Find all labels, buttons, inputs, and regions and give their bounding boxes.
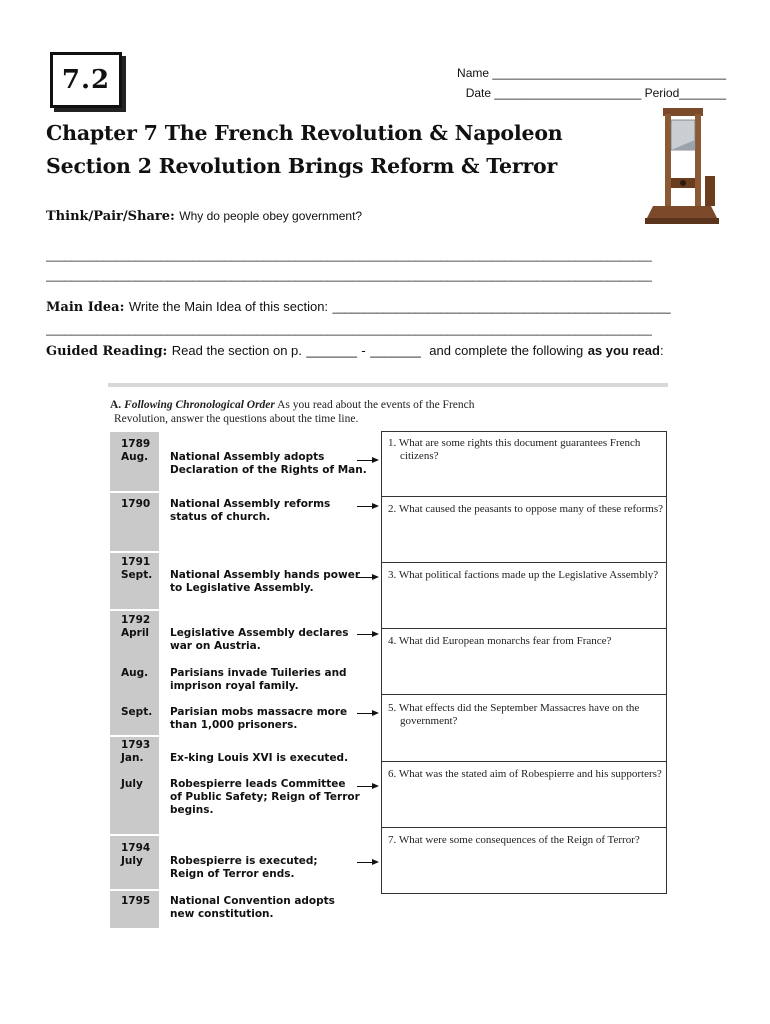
date-label: Date bbox=[465, 86, 492, 100]
arrow-icon bbox=[357, 713, 377, 714]
timeline-separator bbox=[110, 735, 159, 737]
timeline-date: 1794 July bbox=[121, 842, 151, 867]
date-line: ______________________ bbox=[494, 86, 642, 100]
timeline-date: Aug. bbox=[121, 667, 149, 679]
timeline-date: July bbox=[121, 778, 143, 790]
timeline-event: National Assembly adopts Declaration of the Rights of Man. bbox=[170, 451, 367, 476]
section-badge: 7.2 bbox=[50, 52, 122, 108]
timeline-separator bbox=[110, 551, 159, 553]
question-4[interactable]: 4. What did European monarchs fear from France? bbox=[388, 635, 612, 647]
main-idea-label: Main Idea: bbox=[46, 300, 125, 315]
timeline-date: 1793 Jan. bbox=[121, 739, 151, 764]
guided-reading bbox=[46, 342, 664, 360]
question-7[interactable]: 7. What were some consequences of the Reign of Terror? bbox=[388, 834, 640, 846]
timeline-date: 1791 Sept. bbox=[121, 556, 153, 581]
arrow-icon bbox=[357, 786, 377, 787]
timeline-date: 1795 bbox=[121, 895, 151, 907]
timeline-date: 1789 Aug. bbox=[121, 438, 151, 463]
section-title: Section 2 Revolution Brings Reform & Terror bbox=[46, 154, 558, 178]
question-5[interactable]: 5. What effects did the September Massacres have on the government? bbox=[388, 702, 640, 727]
question-6[interactable]: 6. What was the stated aim of Robespierre and his supporters? bbox=[388, 768, 662, 780]
timeline-separator bbox=[110, 609, 159, 611]
question-divider bbox=[381, 562, 667, 563]
main-idea-line-1[interactable]: _____________________________________________________ bbox=[332, 300, 671, 314]
main-idea-prompt: Write the Main Idea of this section: bbox=[128, 299, 329, 314]
section-letter: A. bbox=[110, 399, 122, 411]
timeline-date: 1790 bbox=[121, 498, 151, 510]
page-start-blank[interactable]: _______ bbox=[306, 343, 357, 358]
section-name: Following Chronological Order bbox=[124, 399, 275, 411]
think-answer-line-2[interactable]: _______________________________________________________________________________________________ bbox=[46, 268, 652, 282]
timeline-event: National Assembly reforms status of church. bbox=[170, 498, 331, 523]
question-divider bbox=[381, 827, 667, 828]
timeline-date: 1792 April bbox=[121, 614, 151, 639]
question-1[interactable]: 1. What are some rights this document guarantees French citizens? bbox=[388, 437, 641, 462]
timeline-event: Ex-king Louis XVI is executed. bbox=[170, 752, 349, 764]
arrow-icon bbox=[357, 460, 377, 461]
question-2[interactable]: 2. What caused the peasants to oppose many of these reforms? bbox=[388, 503, 664, 515]
name-label: Name bbox=[457, 66, 490, 80]
question-divider bbox=[381, 761, 667, 762]
question-divider bbox=[381, 628, 667, 629]
date-period-field[interactable] bbox=[466, 86, 726, 100]
think-answer-line-1[interactable]: _______________________________________________________________________________________________ bbox=[46, 248, 652, 262]
main-idea bbox=[46, 298, 670, 316]
timeline-separator bbox=[110, 834, 159, 836]
arrow-icon bbox=[357, 862, 377, 863]
think-label: Think/Pair/Share: bbox=[46, 209, 175, 224]
think-pair-share bbox=[46, 207, 362, 225]
timeline-event: Parisian mobs massacre more than 1,000 prisoners. bbox=[170, 706, 348, 731]
question-divider bbox=[381, 694, 667, 695]
timeline-event: Robespierre leads Committee of Public Safety; Reign of Terror begins. bbox=[170, 778, 360, 816]
timeline-separator bbox=[110, 491, 159, 493]
think-question: Why do people obey government? bbox=[179, 209, 363, 223]
main-idea-line-2[interactable]: _______________________________________________________________________________________________ bbox=[46, 322, 652, 336]
timeline-date: Sept. bbox=[121, 706, 153, 718]
timeline-separator bbox=[110, 889, 159, 891]
guided-label: Guided Reading: bbox=[46, 344, 168, 359]
instructions-line-2: Revolution, answer the questions about the time line. bbox=[114, 413, 359, 425]
timeline-event: Parisians invade Tuileries and imprison royal family. bbox=[170, 667, 347, 692]
guided-text-after: and complete the following bbox=[429, 343, 584, 358]
timeline-event: Legislative Assembly declares war on Austria. bbox=[170, 627, 349, 652]
timeline-event: National Convention adopts new constitution. bbox=[170, 895, 335, 920]
guillotine-icon bbox=[643, 106, 721, 228]
page-end-blank[interactable]: _______ bbox=[370, 343, 421, 358]
worksheet-instructions bbox=[110, 398, 630, 426]
period-line: _______ bbox=[679, 86, 726, 100]
guided-text-bold: as you read bbox=[587, 343, 660, 358]
worksheet-top-border bbox=[108, 383, 668, 387]
arrow-icon bbox=[357, 634, 377, 635]
arrow-icon bbox=[357, 577, 377, 578]
chapter-title: Chapter 7 The French Revolution & Napoleon bbox=[46, 121, 563, 145]
name-field[interactable] bbox=[457, 66, 726, 80]
timeline-event: National Assembly hands power to Legislative Assembly. bbox=[170, 569, 361, 594]
question-3[interactable]: 3. What political factions made up the Legislative Assembly? bbox=[388, 569, 659, 581]
guided-colon: : bbox=[659, 343, 664, 358]
question-divider bbox=[381, 496, 667, 497]
arrow-icon bbox=[357, 506, 377, 507]
instructions-line-1: As you read about the events of the French bbox=[277, 399, 475, 411]
timeline-event: Robespierre is executed; Reign of Terror ends. bbox=[170, 855, 318, 880]
questions-frame bbox=[381, 431, 667, 894]
page-dash: - bbox=[361, 343, 366, 358]
period-label: Period bbox=[644, 86, 680, 100]
guided-text-before: Read the section on p. bbox=[171, 343, 302, 358]
name-line: ___________________________________ bbox=[492, 66, 726, 80]
